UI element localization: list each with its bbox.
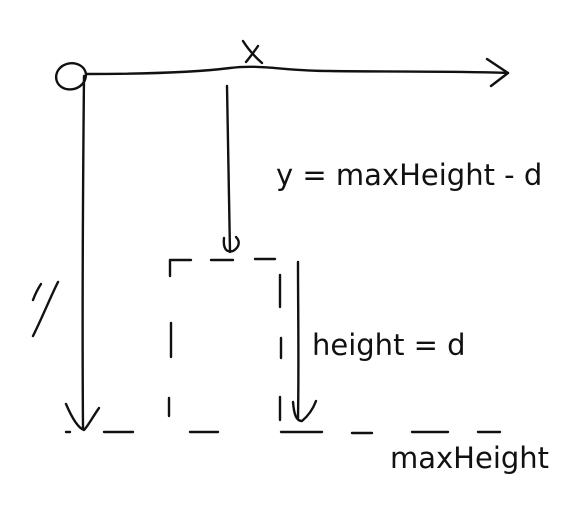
- height-formula-label: height = d: [312, 328, 466, 362]
- origin-circle: [56, 63, 86, 89]
- x-axis-line: [86, 67, 508, 74]
- y-formula-label: y = maxHeight - d: [276, 158, 543, 192]
- y-axis-line: [83, 76, 84, 428]
- y-measure-arrowhead: [224, 237, 239, 251]
- max-height-label: maxHeight: [390, 441, 550, 475]
- max-height-baseline: [66, 432, 500, 433]
- y-axis-label-glyph: [33, 282, 58, 336]
- height-measure-arrowhead: [293, 401, 316, 421]
- dashed-box: [169, 259, 281, 432]
- x-axis-label-glyph: [243, 41, 262, 63]
- y-measure-arrow: [227, 86, 230, 252]
